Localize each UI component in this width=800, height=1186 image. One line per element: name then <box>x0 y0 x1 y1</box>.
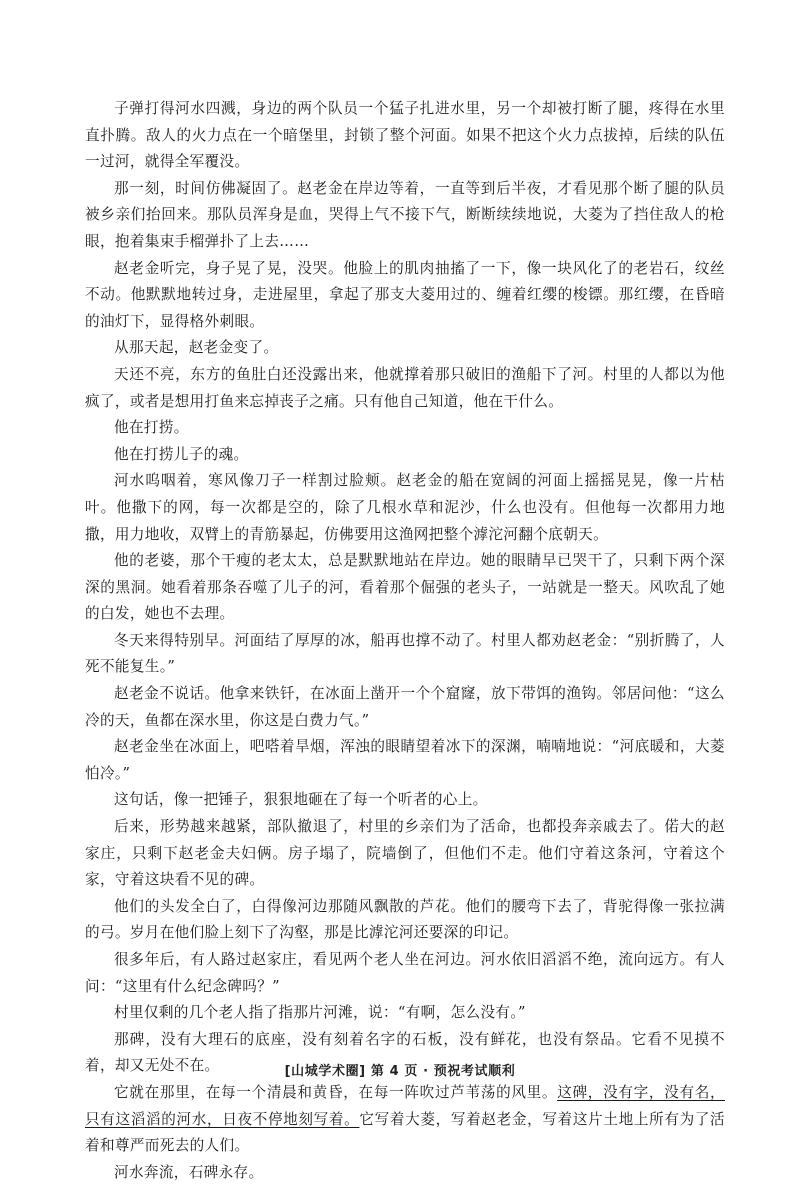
paragraph: 他们的头发全白了，白得像河边那随风飘散的芦花。他们的腰弯下去了，背驼得像一张拉满的弓。岁月在他们脸上刻下了沟壑，那是比滹沱河还要深的印记。 <box>85 897 725 942</box>
paragraph: 这句话，像一把锤子，狠狠地砸在了每一个听者的心上。 <box>114 791 488 809</box>
paragraph: 后来，形势越来越紧，部队撤退了，村里的乡亲们为了活命，也都投奔亲戚去了。偌大的赵家庄，只剩下赵老金夫妇俩。房子塌了，院墙倒了，但他们不走。他们守着这条河，守着这个家，守着这块看不见的碑。 <box>85 818 725 889</box>
paragraph: 他的老婆，那个干瘦的老太太，总是默默地站在岸边。她的眼睛早已哭干了，只剩下两个深深的黑洞。她看着那条吞噬了儿子的河，看着那个倔强的老头子，一站就是一整天。风吹乱了她的白发，她也不去理。 <box>85 552 725 623</box>
paragraph: 那碑，没有大理石的底座，没有刻着名字的石板，没有鲜花，也没有祭品。它看不见摸不着，却又无处不在。 <box>85 1030 725 1075</box>
paragraph: 河水呜咽着，寒风像刀子一样割过脸颊。赵老金的船在宽阔的河面上摇摇晃晃，像一片枯叶。他撒下的网，每一次都是空的，除了几根水草和泥沙，什么也没有。但他每一次都用力地撒，用力地收，双臂上的青筋暴起，仿佛要用这渔网把整个滹沱河翻个底朝天。 <box>85 472 725 543</box>
paragraph: 赵老金不说话。他拿来铁钎，在冰面上凿开一个个窟窿，放下带饵的渔钩。邻居问他：“这么冷的天，鱼都在深水里，你这是白费力气。” <box>85 685 725 729</box>
paragraph-with-underline <box>85 1080 725 1160</box>
document-body <box>85 96 725 1186</box>
paragraph: 子弹打得河水四溅，身边的两个队员一个猛子扎进水里，另一个却被打断了腿，疼得在水里直扑腾。敌人的火力点在一个暗堡里，封锁了整个河面。如果不把这个火力点拔掉，后续的队伍一过河，就得全军覆没。 <box>85 100 725 171</box>
paragraph-text: 它写着大菱，写着赵老金，写着这片土地上所有为了活着和尊严而死去的人们。 <box>85 1110 725 1155</box>
paragraph: 赵老金坐在冰面上，吧嗒着旱烟，浑浊的眼睛望着冰下的深渊，喃喃地说：“河底暖和，大菱怕冷。” <box>85 738 725 782</box>
paragraph: 从那天起，赵老金变了。 <box>114 339 279 357</box>
paragraph: 他在打捞儿子的魂。 <box>114 445 249 463</box>
page-footer: [山城学术圈] 第 4 页 · 预祝考试顺利 <box>284 1064 516 1079</box>
underlined-sentence: 这碑，没有字，没有名，只有这滔滔的河水，日夜不停地刻写着。 <box>85 1083 725 1128</box>
paragraph: 村里仅剩的几个老人指了指那片河滩，说：“有啊，怎么没有。” <box>114 1004 526 1022</box>
closing-paragraph: 河水奔流，石碑永存。 <box>114 1163 264 1181</box>
paragraph: 他在打捞。 <box>114 419 189 437</box>
paragraph: 那一刻，时间仿佛凝固了。赵老金在岸边等着，一直等到后半夜，才看见那个断了腿的队员被乡亲们抬回来。那队员浑身是血，哭得上气不接下气，断断续续地说，大菱为了挡住敌人的枪眼，抱着集束手榴弹扑了上去…… <box>85 179 725 250</box>
paragraph: 冬天来得特别早。河面结了厚厚的冰，船再也撑不动了。村里人都劝赵老金：“别折腾了，人死不能复生。” <box>85 631 725 676</box>
paragraph-text: 它就在那里，在每一个清晨和黄昏，在每一阵吹过芦苇荡的风里。 <box>114 1083 558 1101</box>
paragraph: 赵老金听完，身子晃了晃，没哭。他脸上的肌肉抽搐了一下，像一块风化了的老岩石，纹丝不动。他默默地转过身，走进屋里，拿起了那支大菱用过的、缠着红缨的梭镖。那红缨，在昏暗的油灯下，显得格外刺眼。 <box>85 259 725 330</box>
paragraph: 很多年后，有人路过赵家庄，看见两个老人坐在河边。河水依旧滔滔不绝，流向远方。有人问：“这里有什么纪念碑吗？” <box>85 951 725 995</box>
paragraph: 天还不亮，东方的鱼肚白还没露出来，他就撑着那只破旧的渔船下了河。村里的人都以为他疯了，或者是想用打鱼来忘掉丧子之痛。只有他自己知道，他在干什么。 <box>85 365 725 410</box>
